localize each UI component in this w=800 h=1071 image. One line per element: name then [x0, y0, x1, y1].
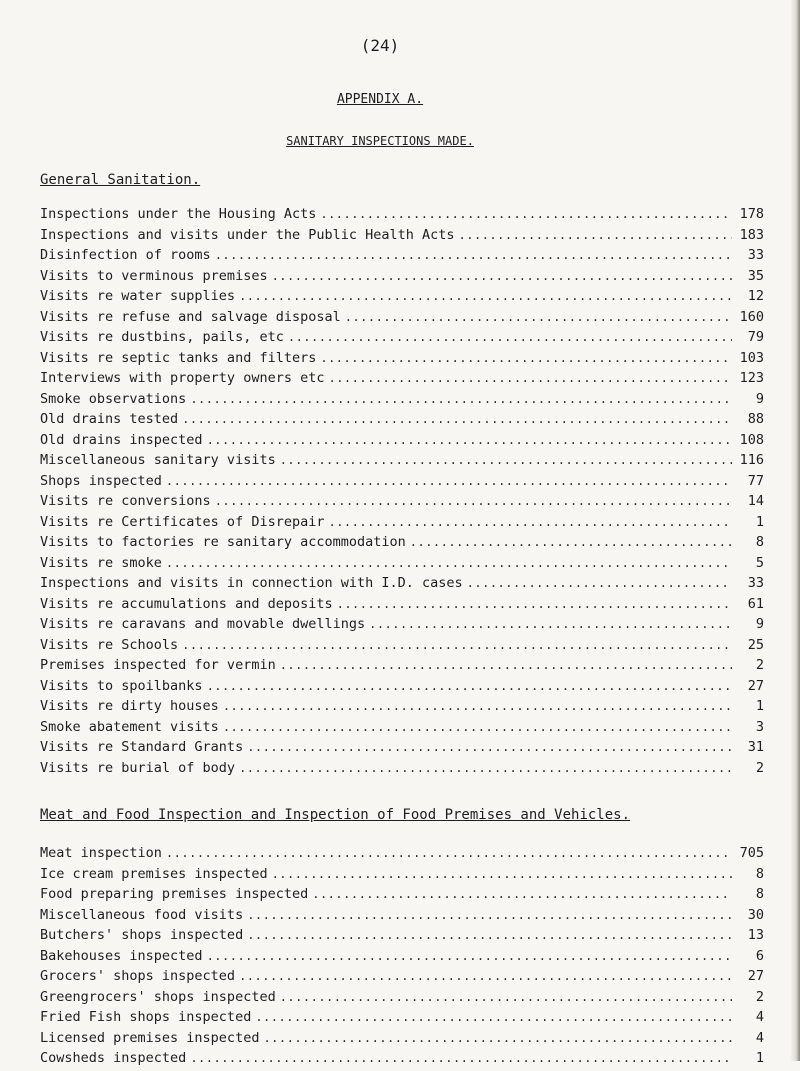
- item-count: 6: [755, 947, 764, 964]
- item-label: Old drains inspected: [40, 431, 203, 448]
- dot-leader: [328, 515, 732, 529]
- dot-leader: [166, 474, 732, 488]
- item-label: Inspections and visits under the Public Health Acts: [40, 226, 455, 243]
- item-label: Visits re dustbins, pails, etc: [40, 329, 284, 345]
- item-count: 12: [747, 288, 764, 304]
- list-item: [40, 391, 764, 412]
- dot-leader: [337, 597, 732, 611]
- list-item: [40, 948, 764, 969]
- dot-leader: [223, 699, 732, 713]
- item-label: Smoke observations: [40, 390, 187, 407]
- item-count: 33: [747, 247, 764, 263]
- item-label: Smoke abatement visits: [40, 718, 219, 735]
- item-label: Visits re water supplies: [40, 288, 236, 304]
- dot-leader: [207, 949, 732, 963]
- item-label: Miscellaneous food visits: [40, 906, 244, 923]
- item-count: 8: [755, 534, 764, 550]
- list-item: [40, 1050, 764, 1071]
- dot-leader: [280, 990, 732, 1004]
- item-count: 108: [739, 431, 764, 448]
- dot-leader: [459, 228, 732, 242]
- dot-leader: [255, 1010, 732, 1024]
- dot-leader: [166, 846, 732, 860]
- dot-leader: [280, 453, 732, 467]
- list-item: [40, 534, 764, 555]
- dot-leader: [207, 433, 732, 447]
- meat-food-inspection-list: [40, 845, 764, 1071]
- dot-leader: [190, 392, 732, 406]
- list-item: [40, 555, 764, 576]
- dot-leader: [166, 556, 732, 570]
- list-item: [40, 288, 764, 309]
- item-count: 1: [755, 1050, 764, 1066]
- item-label: Visits re accumulations and deposits: [40, 595, 333, 612]
- dot-leader: [272, 269, 732, 283]
- dot-leader: [182, 638, 732, 652]
- list-item: [40, 514, 764, 535]
- dot-leader: [215, 248, 732, 262]
- list-item: [40, 637, 764, 658]
- item-count: 77: [747, 472, 764, 489]
- item-label: Grocers' shops inspected: [40, 968, 236, 984]
- general-sanitation-list: [40, 206, 764, 780]
- list-item: [40, 1030, 764, 1051]
- item-count: 2: [755, 988, 764, 1005]
- dot-leader: [280, 658, 732, 672]
- dot-leader: [239, 969, 732, 983]
- item-label: Inspections under the Housing Acts: [40, 206, 317, 222]
- item-label: Premises inspected for vermin: [40, 657, 276, 673]
- item-label: Meat inspection: [40, 845, 162, 861]
- list-item: [40, 886, 764, 907]
- item-count: 61: [747, 595, 764, 612]
- dot-leader: [328, 371, 732, 385]
- item-count: 2: [755, 759, 764, 776]
- item-label: Visits re septic tanks and filters: [40, 349, 317, 366]
- dot-leader: [312, 887, 732, 901]
- list-item: [40, 739, 764, 760]
- list-item: [40, 968, 764, 989]
- item-count: 8: [755, 865, 764, 882]
- item-count: 116: [739, 452, 764, 468]
- page-edge-shadow: [790, 0, 800, 1061]
- item-label: Visits re burial of body: [40, 759, 236, 776]
- item-count: 123: [739, 370, 764, 386]
- item-count: 25: [747, 636, 764, 653]
- item-label: Licensed premises inspected: [40, 1029, 260, 1046]
- list-item: [40, 845, 764, 866]
- item-count: 178: [739, 206, 764, 222]
- list-item: [40, 370, 764, 391]
- item-label: Interviews with property owners etc: [40, 370, 325, 386]
- list-item: [40, 411, 764, 432]
- dot-leader: [345, 310, 732, 324]
- dot-leader: [223, 720, 732, 734]
- item-label: Visits re Standard Grants: [40, 739, 244, 755]
- list-item: [40, 452, 764, 473]
- item-label: Visits re conversions: [40, 493, 211, 509]
- item-label: Food preparing premises inspected: [40, 886, 309, 902]
- list-item: [40, 657, 764, 678]
- dot-leader: [207, 679, 732, 693]
- item-count: 79: [747, 329, 764, 345]
- list-item: [40, 719, 764, 740]
- item-label: Bakehouses inspected: [40, 947, 203, 964]
- item-label: Visits to verminous premises: [40, 267, 268, 284]
- dot-leader: [467, 576, 732, 590]
- list-item: [40, 309, 764, 330]
- item-count: 3: [755, 718, 764, 735]
- item-count: 103: [739, 349, 764, 366]
- item-label: Inspections and visits in connection with I.D. cases: [40, 575, 463, 591]
- dot-leader: [410, 535, 732, 549]
- item-count: 160: [739, 308, 764, 325]
- item-label: Visits re Schools: [40, 636, 179, 653]
- dot-leader: [247, 928, 732, 942]
- item-count: 9: [755, 616, 764, 632]
- list-item: [40, 206, 764, 227]
- dot-leader: [239, 761, 732, 775]
- dot-leader: [215, 494, 732, 508]
- item-label: Fried Fish shops inspected: [40, 1009, 252, 1025]
- dot-leader: [320, 351, 732, 365]
- item-count: 183: [739, 226, 764, 243]
- list-item: [40, 760, 764, 781]
- item-count: 705: [739, 845, 764, 861]
- item-count: 13: [747, 927, 764, 943]
- dot-leader: [288, 330, 732, 344]
- item-count: 27: [747, 677, 764, 694]
- item-count: 35: [747, 267, 764, 284]
- dot-leader: [320, 207, 732, 221]
- list-item: [40, 350, 764, 371]
- list-item: [40, 493, 764, 514]
- item-count: 30: [747, 906, 764, 923]
- dot-leader: [369, 617, 732, 631]
- list-item: [40, 927, 764, 948]
- list-item: [40, 698, 764, 719]
- item-label: Miscellaneous sanitary visits: [40, 452, 276, 468]
- dot-leader: [272, 867, 732, 881]
- item-label: Visits to spoilbanks: [40, 677, 203, 694]
- list-item: [40, 866, 764, 887]
- item-count: 4: [755, 1029, 764, 1046]
- report-subtitle: SANITARY INSPECTIONS MADE.: [286, 134, 474, 148]
- item-count: 1: [755, 698, 764, 714]
- list-item: [40, 268, 764, 289]
- dot-leader: [247, 740, 732, 754]
- list-item: [40, 1009, 764, 1030]
- list-item: [40, 678, 764, 699]
- item-count: 4: [755, 1009, 764, 1025]
- dot-leader: [263, 1031, 732, 1045]
- dot-leader: [239, 289, 732, 303]
- list-item: [40, 432, 764, 453]
- list-item: [40, 907, 764, 928]
- item-label: Disinfection of rooms: [40, 247, 211, 263]
- item-count: 2: [755, 657, 764, 673]
- list-item: [40, 247, 764, 268]
- item-label: Ice cream premises inspected: [40, 865, 268, 882]
- list-item: [40, 473, 764, 494]
- item-count: 9: [755, 390, 764, 407]
- list-item: [40, 616, 764, 637]
- page-number: (24): [360, 36, 400, 55]
- item-count: 88: [747, 411, 764, 427]
- item-label: Cowsheds inspected: [40, 1050, 187, 1066]
- item-label: Visits re Certificates of Disrepair: [40, 513, 325, 530]
- list-item: [40, 227, 764, 248]
- list-item: [40, 596, 764, 617]
- item-label: Visits re dirty houses: [40, 698, 219, 714]
- item-label: Greengrocers' shops inspected: [40, 988, 276, 1005]
- item-count: 33: [747, 575, 764, 591]
- dot-leader: [247, 908, 732, 922]
- list-item: [40, 329, 764, 350]
- item-count: 1: [755, 513, 764, 530]
- item-label: Visits to factories re sanitary accommodation: [40, 534, 406, 550]
- list-item: [40, 575, 764, 596]
- list-item: [40, 989, 764, 1010]
- item-label: Visits re caravans and movable dwellings: [40, 616, 366, 632]
- section-heading-general-sanitation: General Sanitation.: [40, 172, 201, 188]
- appendix-title: APPENDIX A.: [336, 92, 424, 107]
- item-label: Visits re smoke: [40, 554, 162, 571]
- dot-leader: [182, 412, 732, 426]
- item-label: Visits re refuse and salvage disposal: [40, 308, 341, 325]
- item-count: 14: [747, 493, 764, 509]
- dot-leader: [190, 1051, 732, 1065]
- item-label: Shops inspected: [40, 472, 162, 489]
- item-count: 8: [755, 886, 764, 902]
- item-label: Old drains tested: [40, 411, 179, 427]
- section-heading-meat-food-inspection: Meat and Food Inspection and Inspection of Food Premises and Vehicles.: [40, 807, 631, 823]
- item-count: 5: [755, 554, 764, 571]
- item-label: Butchers' shops inspected: [40, 927, 244, 943]
- item-count: 31: [747, 739, 764, 755]
- item-count: 27: [747, 968, 764, 984]
